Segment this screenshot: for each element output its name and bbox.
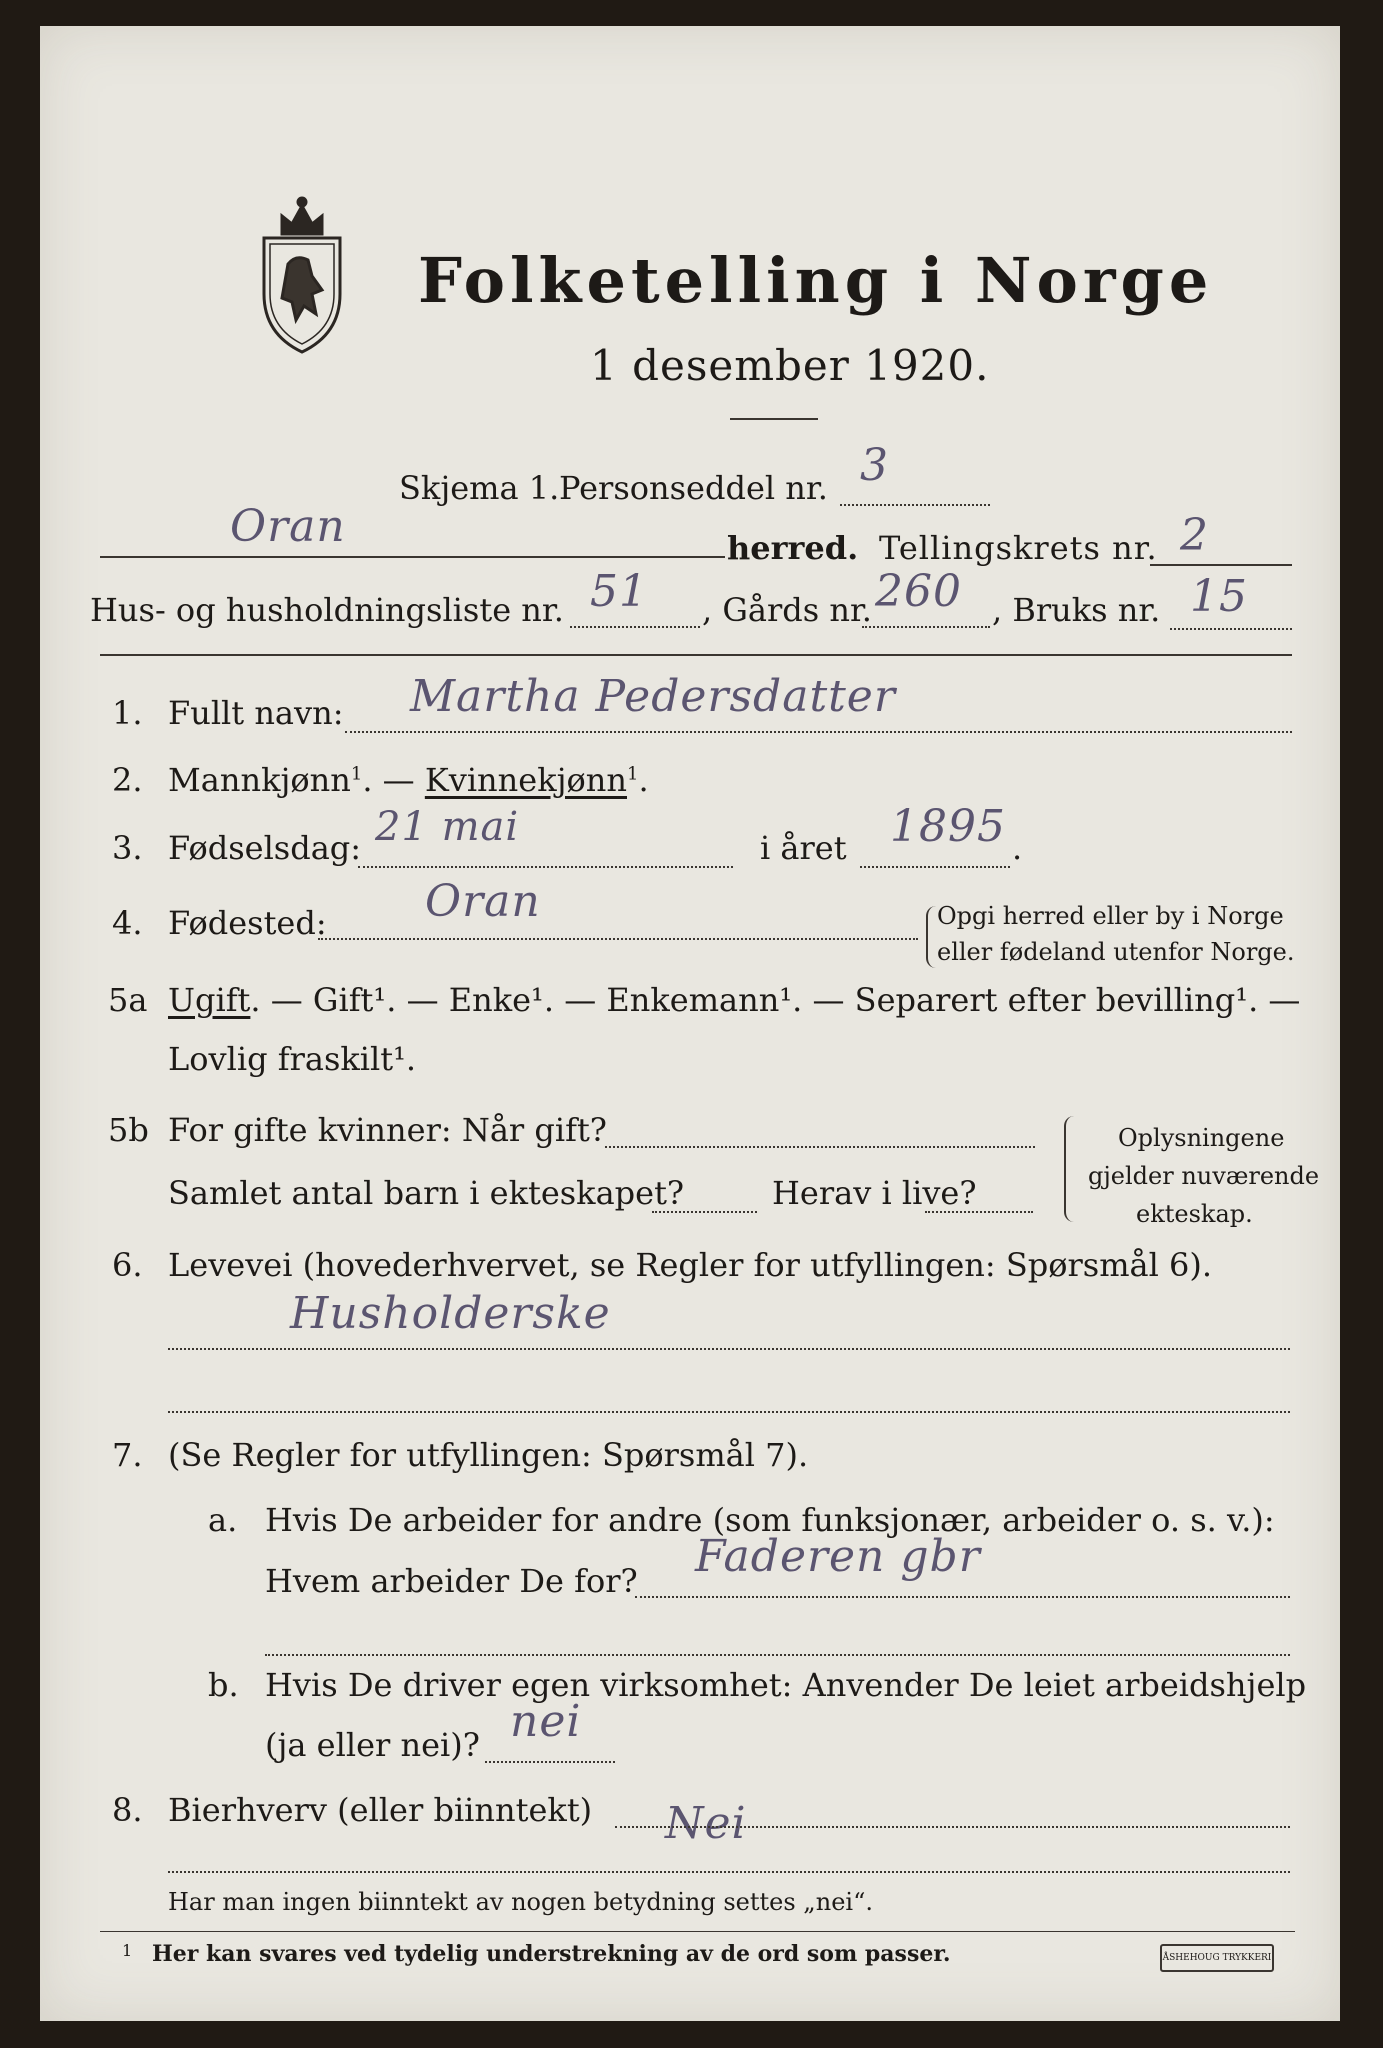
occupation-value[interactable]: Husholderske <box>290 1288 611 1339</box>
employer-line1 <box>635 1596 1290 1598</box>
q7a-line1: Hvis De arbeider for andre (som funksjonær, arbeider o. s. v.): <box>265 1501 1275 1539</box>
marriage-note-brace <box>1064 1116 1076 1222</box>
birthplace-note-line1: Opgi herred eller by i Norge <box>937 902 1284 930</box>
birthday-line <box>358 866 733 868</box>
marital-status-line1 <box>168 981 1300 1019</box>
herred-value[interactable]: Oran <box>230 501 346 552</box>
birthday-value[interactable]: 21 mai <box>375 804 520 850</box>
footnote-text: Her kan svares ved tydelig understrekning av de ord som passer. <box>152 1941 951 1967</box>
birthplace-value[interactable]: Oran <box>425 876 541 927</box>
q1-number: 1. <box>112 694 143 732</box>
q6-label: Levevei (hovederhvervet, se Regler for utfyllingen: Spørsmål 6). <box>168 1246 1213 1284</box>
q5a-number: 5a <box>108 981 148 1019</box>
occupation-line2 <box>168 1411 1290 1413</box>
q7b-line2: (ja eller nei)? <box>265 1726 480 1764</box>
marriage-note-line3: ekteskap. <box>1136 1200 1253 1228</box>
personseddel-value[interactable]: 3 <box>860 440 889 491</box>
q7b-letter: b. <box>208 1666 239 1704</box>
children-alive-line <box>925 1211 1033 1213</box>
title-divider <box>730 418 818 420</box>
employer-line2 <box>265 1654 1290 1656</box>
personseddel-label: Personseddel nr. <box>559 469 828 507</box>
q7-number: 7. <box>112 1436 143 1474</box>
q8-number: 8. <box>112 1791 143 1829</box>
footnote-divider <box>100 1931 1295 1932</box>
hired-help-line <box>485 1761 615 1763</box>
employer-value[interactable]: Faderen gbr <box>695 1531 981 1582</box>
hired-help-value[interactable]: nei <box>510 1696 582 1747</box>
q3-number: 3. <box>112 829 143 867</box>
birth-year-value[interactable]: 1895 <box>890 801 1006 852</box>
birthplace-line <box>318 938 918 940</box>
hus-label: Hus- og husholdningsliste nr. <box>90 591 564 629</box>
tellingskrets-value[interactable]: 2 <box>1180 510 1209 561</box>
q4-number: 4. <box>112 904 143 942</box>
gender-line <box>168 761 649 799</box>
q4-label: Fødested: <box>168 904 327 942</box>
side-income-value[interactable]: Nei <box>665 1798 747 1849</box>
marriage-note-line1: Oplysningene <box>1118 1124 1285 1152</box>
herred-line <box>100 556 725 558</box>
full-name-value[interactable]: Martha Pedersdatter <box>410 671 896 722</box>
personseddel-line <box>840 504 990 506</box>
occupation-line1 <box>168 1348 1290 1350</box>
birth-year-line <box>860 866 1010 868</box>
q7a-letter: a. <box>208 1501 238 1539</box>
form-title: Folketelling i Norge <box>418 244 1214 317</box>
footnote-ref: 1 <box>627 763 639 785</box>
footnote-ref: 1 <box>350 763 363 785</box>
gender-male-option[interactable]: Mannkjønn <box>168 761 351 799</box>
marital-ugift-option[interactable]: Ugift <box>168 981 251 1019</box>
year-label: i året <box>760 829 847 867</box>
year-end: . <box>1012 829 1023 867</box>
hus-value[interactable]: 51 <box>590 566 648 617</box>
q5b-number: 5b <box>108 1111 149 1149</box>
q2-number: 2. <box>112 761 143 799</box>
gender-female-option[interactable]: Kvinnekjønn <box>424 761 627 799</box>
q3-label: Fødselsdag: <box>168 829 362 867</box>
bruks-value[interactable]: 15 <box>1190 571 1248 622</box>
bruks-line <box>1170 628 1292 630</box>
coat-of-arms-icon <box>252 194 352 354</box>
marital-other-options[interactable]: . — Gift¹. — Enke¹. — Enkemann¹. — Separert efter bevilling¹. — <box>250 981 1301 1019</box>
q5b-alive-label: Herav i live? <box>772 1174 977 1212</box>
gender-end: . <box>638 761 649 799</box>
herred-label: herred. <box>727 529 859 567</box>
q7b-line1: Hvis De driver egen virksomhet: Anvender De leiet arbeidshjelp <box>265 1666 1307 1704</box>
side-income-line1 <box>615 1826 1290 1828</box>
skjema-label: Skjema 1. <box>399 469 560 507</box>
hus-line <box>570 626 700 628</box>
q5b-line1: For gifte kvinner: Når gift? <box>168 1111 607 1149</box>
q1-label: Fullt navn: <box>168 694 344 732</box>
header-divider <box>100 654 1292 656</box>
gards-value[interactable]: 260 <box>875 566 962 617</box>
married-when-line <box>605 1146 1035 1148</box>
bruks-label: , Bruks nr. <box>992 591 1161 629</box>
birthplace-note-line2: eller fødeland utenfor Norge. <box>937 938 1295 966</box>
side-income-line2 <box>168 1871 1290 1873</box>
gender-separator: . — <box>362 761 425 799</box>
full-name-line <box>345 731 1292 733</box>
q5b-children-label: Samlet antal barn i ekteskapet? <box>168 1174 685 1212</box>
q6-number: 6. <box>112 1246 143 1284</box>
gards-line <box>862 626 990 628</box>
children-total-line <box>652 1211 757 1213</box>
gards-label: , Gårds nr. <box>702 591 872 629</box>
printer-stamp <box>1160 1944 1274 1972</box>
marriage-note-line2: gjelder nuværende <box>1088 1162 1320 1190</box>
q8-label: Bierhverv (eller biinntekt) <box>168 1791 593 1829</box>
printer-stamp-text: ÅSHEHOUG TRYKKERI <box>1162 1953 1272 1963</box>
footnote-mark: 1 <box>122 1941 133 1960</box>
marital-status-line2[interactable]: Lovlig fraskilt¹. <box>168 1040 417 1078</box>
birthplace-note-brace <box>926 906 936 968</box>
q7-label: (Se Regler for utfyllingen: Spørsmål 7). <box>168 1436 809 1474</box>
tellingskrets-line <box>1150 564 1292 566</box>
tellingskrets-label: Tellingskrets nr. <box>879 529 1158 567</box>
census-date: 1 desember 1920. <box>590 341 990 390</box>
side-income-note: Har man ingen biinntekt av nogen betydning settes „nei“. <box>168 1888 873 1916</box>
q7a-line2: Hvem arbeider De for? <box>265 1562 638 1600</box>
census-form-page <box>40 26 1340 2021</box>
